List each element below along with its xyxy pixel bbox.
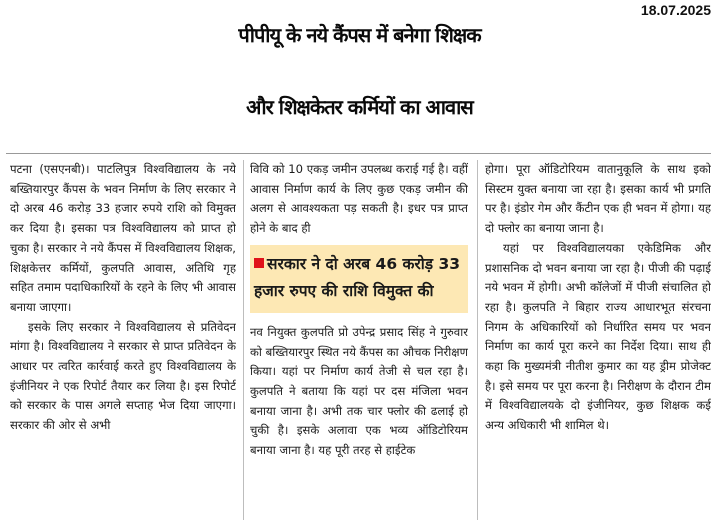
- column-2-paragraph-2: नव नियुक्त कुलपति प्रो उपेन्द्र प्रसाद सिंह ने गुरुवार को बख्तियारपुर स्थित नये कैंपस का औचक निरीक्षण किया। यहां पर निर्माण कार्य तेजी से चल रहा है। कुलपति ने बताया कि यहां पर दस मंजिला भवन बनाया जाना है। अभी तक चार फ्लोर की ढलाई हो चुकी है। इसके अलावा एक भव्य ऑडिटोरियम बनाया जाना है। यह पूरी तरह से हाईटेक: [250, 324, 468, 458]
- publication-date: 18.07.2025: [640, 2, 711, 18]
- column-2-paragraph-1: विवि को 10 एकड़ जमीन उपलब्ध कराई गई है। वहीं आवास निर्माण कार्य के लिए कुछ एकड़ जमीन की अलग से आवश्यकता पड़ सकती है। इधर पत्र प्राप्त होने के बाद ही: [250, 162, 468, 236]
- article-column-1: [10, 160, 236, 522]
- headline-line-2: और शिक्षकेतर कर्मियों का आवास: [246, 95, 473, 119]
- red-square-bullet-icon: [254, 258, 264, 268]
- article-column-3: [485, 160, 711, 522]
- column-separator: [477, 160, 478, 520]
- column-1-paragraph-2: इसके लिए सरकार ने विश्वविद्यालय से प्रतिवेदन मांगा है। विश्वविद्यालय ने सरकार से प्राप्त प्रतिवेदन के आधार पर त्वरित कार्रवाई करते हुए विश्वविद्यालय के इंजीनियर ने एक रिपोर्ट तैयार कर लिया है। इस रिपोर्ट को सरकार के पास अगले सप्ताह भेज दिया जाएगा। सरकार की ओर से अभी: [10, 319, 236, 433]
- highlight-box: [250, 245, 468, 313]
- column-3-paragraph-1: होगा। पूरा ऑडिटोरियम वातानुकूलि के साथ इको सिस्टम युक्त बनाया जा रहा है। इसका कार्य भी प्रगति पर है। इंडोर गेम और कैंटीन एक ही भवन में होगा। यह दो फ्लोर का बनाया जाना है।: [485, 162, 711, 236]
- article-column-2: [250, 160, 468, 522]
- column-separator: [243, 160, 244, 520]
- highlight-text: सरकार ने दो अरब 46 करोड़ 33 हजार रुपए की राशि विमुक्त की: [254, 254, 461, 300]
- headline-line-1: पीपीयू के नये कैंपस में बनेगा शिक्षक: [238, 23, 481, 47]
- column-1-paragraph-1: पटना (एसएनबी)। पाटलिपुत्र विश्वविद्यालय के नये बख्तियारपुर कैंपस के भवन निर्माण के लिए सरकार ने दो अरब 46 करोड़ 33 हजार रुपये राशि को विमुक्त कर दिया है। इसका पत्र विश्वविद्यालय को प्राप्त हो चुका है। सरकार ने नये कैंपस में विश्वविद्यालय शिक्षक, शिक्षकेत्तर कर्मियों, कुलपति आवास, अतिथि गृह सहित तमाम पदाधिकारियों के रहने के लिए भी आवास बनाया जाएगा।: [10, 162, 236, 314]
- headline-divider: [6, 153, 711, 154]
- column-3-paragraph-2: यहां पर विश्वविद्यालयका एकेडिमिक और प्रशासनिक दो भवन बनाया जा रहा है। पीजी की पढ़ाई नये भवन में होगी। अभी कॉलेजों में पीजी संचालित हो रहा है। कुलपति ने बिहार राज्य आधारभूत संरचना निगम के अधिकारियों को निर्धारित समय पर भवन निर्माण का कार्य पूरा करने का निर्देश दिया। साथ ही कहा कि मुख्यमंत्री नीतीश कुमार का यह ड्रीम प्रोजेक्ट है। इसे समय पर पूरा करना है। निरीक्षण के दौरान टीम में विश्वविद्यालयके दो इंजीनियर, कुछ शिक्षक कई अन्य अधिकारी भी शामिल थे।: [485, 240, 711, 433]
